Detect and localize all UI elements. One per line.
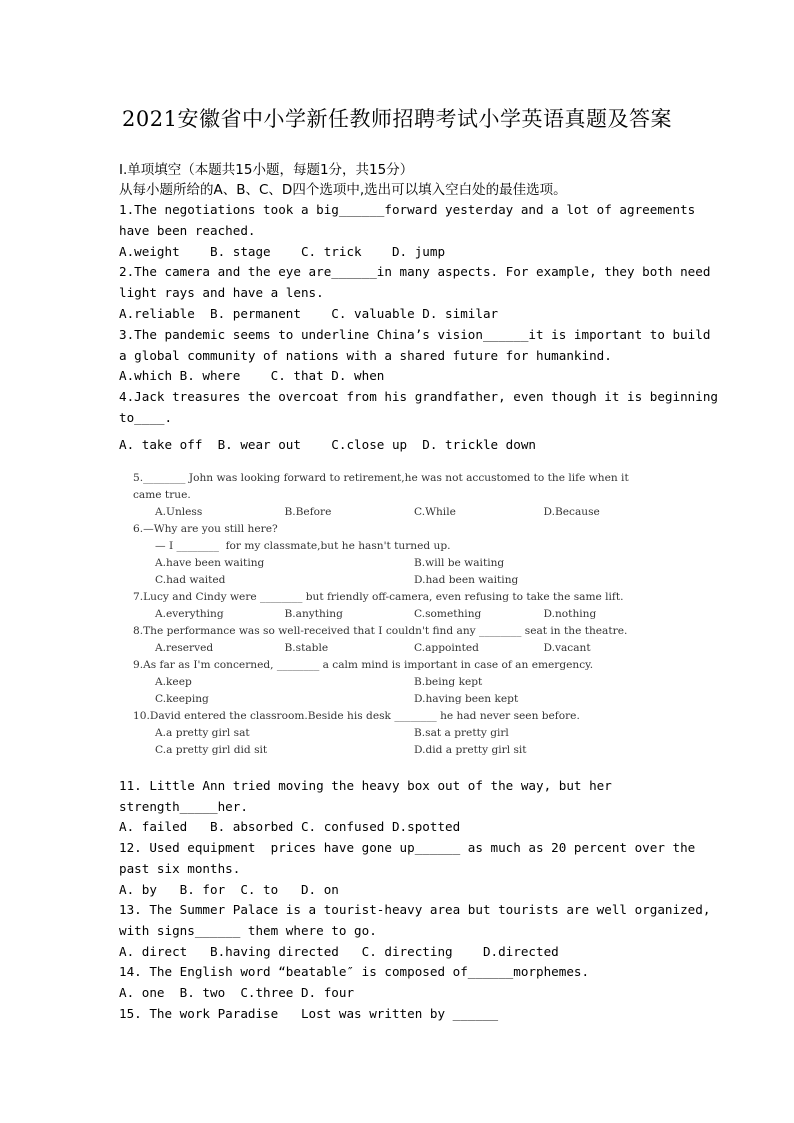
question-text: 5.________ John was looking forward to retirement,he was not accustomed to the life when it — [133, 472, 629, 484]
option-d: D.having been kept — [414, 693, 519, 705]
option-b: B.stable — [284, 642, 329, 654]
question-5 — [133, 470, 673, 521]
question-options: A.reliable B. permanent C. valuable D. similar — [119, 305, 499, 321]
question-text: with signs______ them where to go. — [119, 922, 377, 938]
question-options — [133, 674, 673, 691]
question-10 — [133, 708, 673, 759]
question-options — [133, 504, 673, 521]
question-text: 8.The performance was so well-received that I couldn't find any ________ seat in the theatre. — [133, 625, 628, 637]
question-1 — [119, 200, 696, 262]
question-2 — [119, 262, 711, 324]
question-13 — [119, 900, 711, 962]
question-options: A. direct B.having directed C. directing D.directed — [119, 943, 559, 959]
questions-1-4 — [119, 160, 718, 456]
question-text: 12. Used equipment prices have gone up______ as much as 20 percent over the — [119, 840, 696, 856]
question-text: 3.The pandemic seems to underline China’s vision______it is important to build — [119, 326, 711, 342]
question-text: 10.David entered the classroom.Beside his desk ________ he had never seen before. — [133, 710, 580, 722]
question-text: 14. The English word “beatable″ is composed of______morphemes. — [119, 964, 590, 980]
question-options: A. one B. two C.three D. four — [119, 985, 355, 1001]
option-c: C.appointed — [414, 642, 479, 654]
question-text: a global community of nations with a shared future for humankind. — [119, 347, 612, 363]
question-text: light rays and have a lens. — [119, 285, 324, 301]
question-6 — [133, 521, 673, 589]
option-b: B.anything — [284, 608, 343, 620]
option-a: A.have been waiting — [155, 557, 265, 569]
question-options — [133, 640, 673, 657]
question-7 — [133, 589, 673, 623]
question-options: A. failed B. absorbed C. confused D.spotted — [119, 819, 461, 835]
option-d: D.had been waiting — [414, 574, 519, 586]
questions-11-15 — [119, 776, 711, 1024]
question-8 — [133, 623, 673, 657]
option-c: C.had waited — [155, 574, 226, 586]
question-12 — [119, 838, 696, 900]
question-text: came true. — [133, 489, 191, 501]
option-a: A.a pretty girl sat — [155, 727, 250, 739]
question-text: 1.The negotiations took a big______forward yesterday and a lot of agreements — [119, 202, 696, 217]
question-options — [133, 691, 673, 708]
option-a: A.reserved — [155, 642, 214, 654]
option-d: D.nothing — [543, 608, 597, 620]
question-text: have been reached. — [119, 222, 256, 238]
question-text: 15. The work Paradise Lost was written by ______ — [119, 1005, 499, 1021]
question-3 — [119, 325, 711, 387]
questions-5-10 — [133, 470, 673, 759]
question-text: past six months. — [119, 860, 241, 876]
question-options — [133, 742, 673, 759]
question-text: to____. — [119, 409, 173, 425]
question-options: A.weight B. stage C. trick D. jump — [119, 243, 446, 259]
question-text: 4.Jack treasures the overcoat from his grandfather, even though it is beginning — [119, 389, 718, 405]
option-b: B.will be waiting — [414, 557, 505, 569]
option-c: C.a pretty girl did sit — [155, 744, 268, 756]
question-11 — [119, 776, 689, 838]
page-title: 2021安徽省中小学新任教师招聘考试小学英语真题及答案 — [122, 107, 672, 131]
question-14 — [119, 962, 689, 1003]
question-text: 6.—Why are you still here? — [133, 523, 278, 535]
question-options: A. by B. for C. to D. on — [119, 881, 339, 897]
question-text: — I ________ for my classmate,but he hasn't turned up. — [155, 540, 451, 552]
option-b: B.Before — [284, 506, 332, 518]
question-9 — [133, 657, 673, 708]
option-c: C.While — [414, 506, 456, 518]
question-text: 7.Lucy and Cindy were ________ but friendly off-camera, even refusing to take the same lift. — [133, 591, 624, 603]
option-d: D.did a pretty girl sit — [414, 744, 527, 756]
question-text: 11. Little Ann tried moving the heavy box out of the way, but her — [119, 778, 612, 793]
question-options: A.which B. where C. that D. when — [119, 368, 385, 384]
question-15 — [119, 1004, 689, 1025]
question-text: strength_____her. — [119, 798, 248, 814]
question-options: A. take off B. wear out C.close up D. trickle down — [119, 436, 537, 452]
option-a: A.keep — [155, 676, 192, 688]
question-options — [133, 572, 673, 589]
option-d: D.Because — [543, 506, 600, 518]
section-instruction: 从每小题所给的A、B、C、D四个选项中,选出可以填入空白处的最佳选项。 — [119, 182, 567, 198]
option-b: B.being kept — [414, 676, 483, 688]
question-text: 9.As far as I'm concerned, ________ a calm mind is important in case of an emergency. — [133, 659, 594, 671]
option-a: A.Unless — [155, 506, 203, 518]
option-a: A.everything — [155, 608, 224, 620]
option-c: C.keeping — [155, 693, 209, 705]
option-b: B.sat a pretty girl — [414, 727, 509, 739]
question-4 — [119, 387, 718, 455]
option-d: D.vacant — [543, 642, 591, 654]
question-options — [133, 725, 673, 742]
question-text: 13. The Summer Palace is a tourist-heavy area but tourists are well organized, — [119, 902, 711, 918]
question-options — [133, 555, 673, 572]
question-options — [133, 606, 673, 623]
option-c: C.something — [414, 608, 482, 620]
section-heading: I.单项填空（本题共15小题，每题1分，共15分） — [119, 162, 414, 178]
question-text: 2.The camera and the eye are______in many aspects. For example, they both need — [119, 264, 711, 280]
